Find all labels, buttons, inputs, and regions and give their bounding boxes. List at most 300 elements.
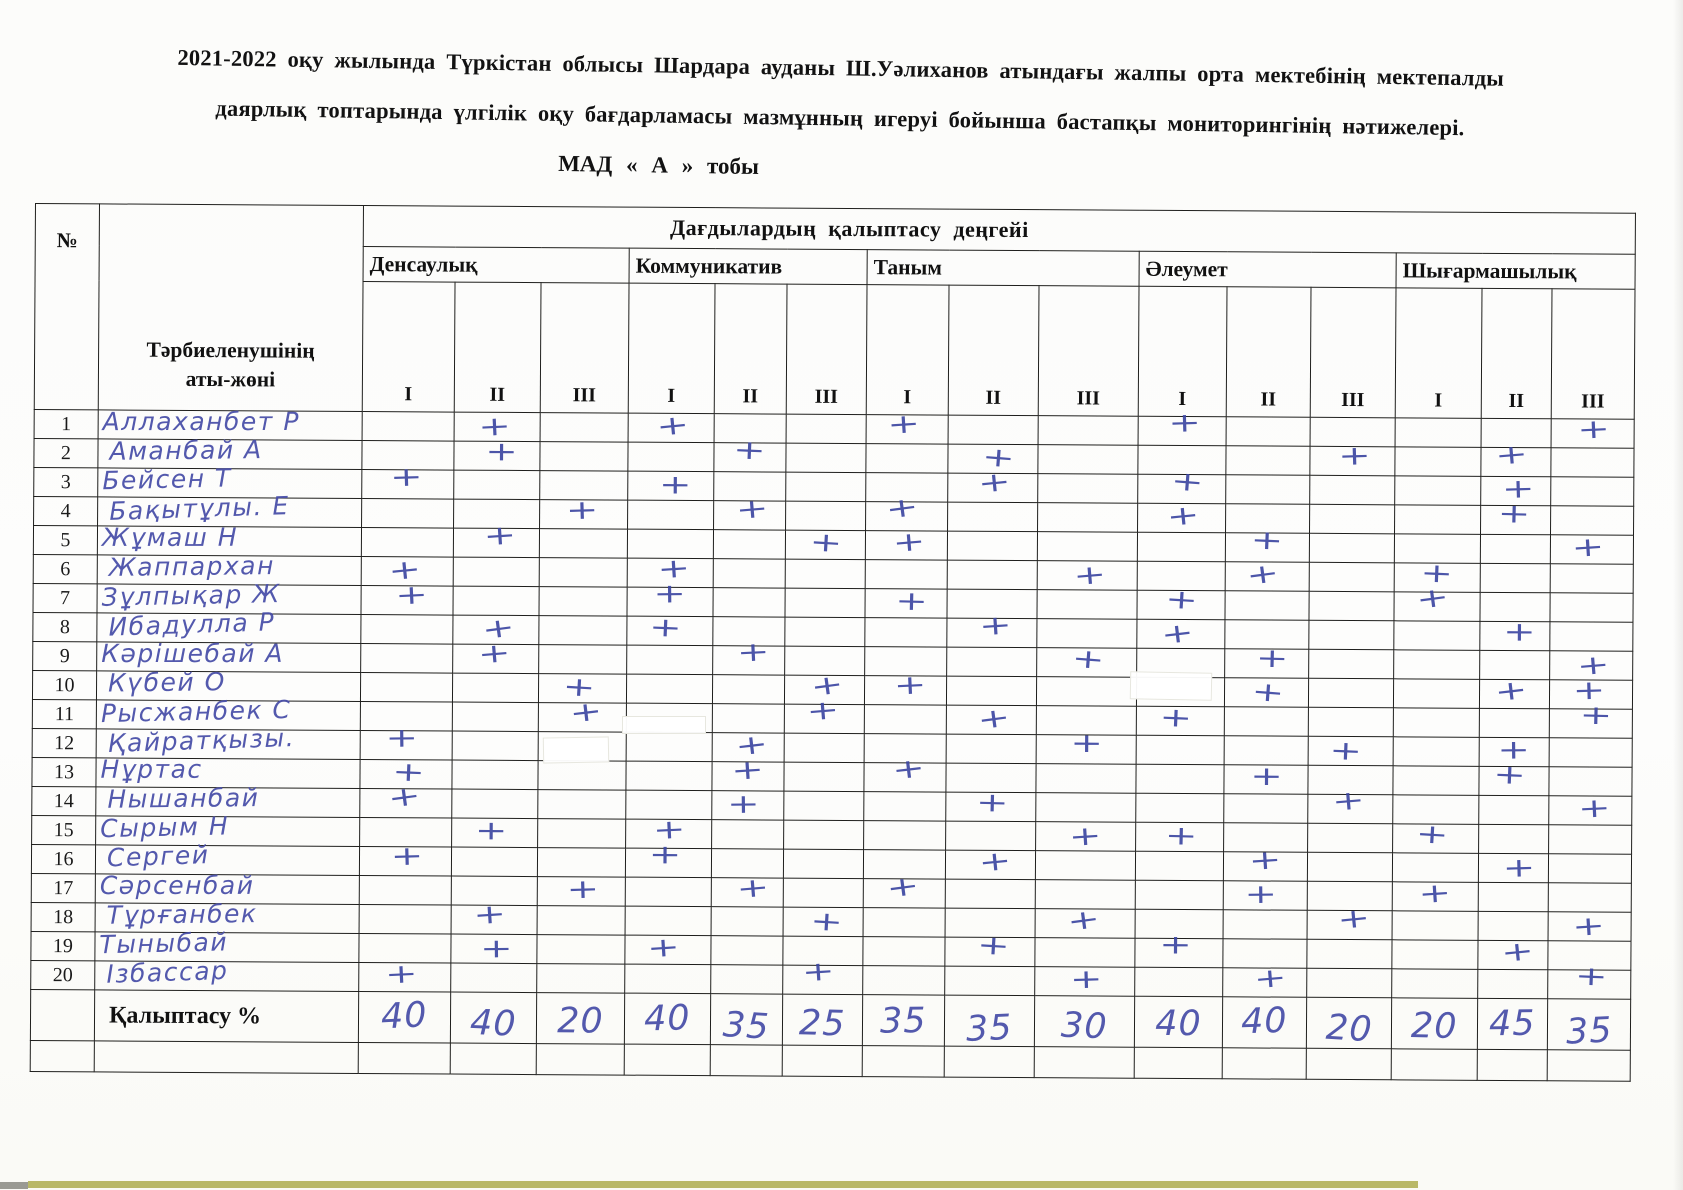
level-header: II [714, 284, 787, 414]
mark-cell [540, 413, 628, 443]
group-header-1: Денсаулық [363, 247, 629, 284]
mark-cell-checked [1394, 581, 1480, 622]
mark-cell-checked [359, 840, 451, 876]
mark-cell [1135, 880, 1223, 910]
plus-mark: + [1575, 648, 1611, 683]
mark-cell [1478, 969, 1548, 998]
mark-cell-checked [1549, 792, 1632, 826]
row-number: 18 [31, 902, 95, 931]
empty-cell [1134, 1047, 1222, 1079]
mark-cell [1037, 532, 1137, 562]
formation-percent-value-cell [1391, 998, 1477, 1050]
plus-mark: + [977, 609, 1013, 643]
empty-cell [1306, 1048, 1391, 1080]
plus-mark: + [809, 905, 844, 939]
table-header [34, 204, 1635, 420]
plus-mark: + [894, 585, 928, 618]
mark-cell-checked [712, 754, 784, 791]
empty-cell [1034, 1047, 1134, 1079]
mark-cell [712, 675, 784, 704]
student-name: Жұмаш Н [101, 522, 239, 552]
empty-cell [358, 1042, 450, 1074]
title-line-1: 2021-2022 оқу жылында Түркістан облысы Шардара ауданы Ш.Уәлиханов атындағы жалпы орта мектебінің мектепалды [177, 44, 1505, 91]
mark-cell-checked [1224, 678, 1308, 708]
mark-cell [713, 588, 785, 617]
mark-cell-checked [1037, 642, 1137, 678]
student-name: Жаппархан [108, 551, 276, 582]
plus-mark: + [1163, 583, 1199, 617]
mark-cell-checked [1037, 558, 1137, 593]
mark-cell [625, 964, 711, 994]
mark-cell [451, 847, 537, 877]
mark-cell [1548, 854, 1631, 884]
row-number: 14 [32, 786, 96, 815]
mark-cell [1395, 476, 1481, 506]
mark-cell [1309, 620, 1394, 650]
plus-mark: + [1164, 820, 1198, 852]
plus-mark: + [1244, 557, 1281, 592]
empty-cell [450, 1043, 536, 1075]
plus-mark: + [476, 637, 512, 671]
plus-mark: + [1577, 792, 1612, 825]
plus-mark: + [1499, 935, 1535, 969]
mark-cell [1479, 824, 1549, 853]
plus-mark: + [651, 813, 686, 846]
mark-cell-checked [540, 494, 628, 530]
mark-cell [537, 964, 625, 994]
mark-cell [540, 442, 628, 472]
mark-cell-checked [946, 701, 1036, 737]
plus-mark: + [976, 845, 1013, 879]
row-number: 12 [32, 728, 96, 757]
plus-mark: + [804, 694, 840, 728]
row-number: 15 [32, 815, 96, 844]
student-name: Ибадулла Р [107, 607, 276, 642]
plus-mark: + [1414, 818, 1449, 851]
row-number: 19 [31, 931, 95, 960]
name-header-line1: Тәрбиеленушінің [146, 337, 315, 363]
mark-cell [1136, 735, 1224, 765]
level-header: III [1310, 287, 1396, 418]
mark-cell [864, 792, 946, 822]
mark-cell [712, 820, 784, 849]
level-header: III [540, 283, 629, 414]
table-body [30, 406, 1634, 1081]
mark-cell-checked [864, 669, 946, 706]
plus-mark: + [891, 525, 926, 559]
plus-mark: + [884, 869, 921, 905]
formation-percent-value: 40 [643, 997, 692, 1040]
mark-cell [946, 734, 1036, 764]
number-column-header: № [34, 204, 99, 410]
mark-cell [539, 529, 627, 559]
mark-cell-checked [359, 958, 451, 992]
mark-cell [784, 791, 864, 820]
mark-cell-checked [863, 869, 945, 909]
mark-cell-checked [1225, 557, 1309, 592]
monitoring-table [30, 203, 1636, 1082]
mark-cell [452, 702, 538, 732]
mark-cell [361, 643, 453, 673]
mark-cell-checked [362, 461, 454, 500]
mark-cell [1550, 593, 1633, 623]
level-header: II [1226, 287, 1311, 418]
mark-cell [864, 821, 946, 851]
empty-cell [1477, 1049, 1547, 1080]
mark-cell [1478, 882, 1548, 911]
plus-mark: + [975, 929, 1011, 963]
plus-mark: + [976, 466, 1012, 500]
empty-cell [94, 1041, 358, 1074]
mark-cell [1310, 475, 1395, 505]
mark-cell [1035, 938, 1135, 968]
formation-percent-value-cell [944, 995, 1034, 1050]
header-row-span [35, 204, 1635, 255]
level-header: III [1038, 286, 1139, 417]
empty-cell [1222, 1048, 1306, 1080]
mark-cell-checked [1308, 736, 1393, 766]
row-number: 4 [34, 496, 98, 525]
mark-cell [451, 963, 537, 993]
mark-cell [362, 499, 454, 529]
mark-cell [947, 560, 1037, 590]
student-name: Рысжанбек С [100, 694, 292, 729]
plus-mark: + [883, 490, 920, 526]
plus-mark: + [1571, 910, 1606, 943]
mark-cell [1307, 939, 1392, 969]
mark-cell [628, 442, 714, 472]
plus-mark: + [385, 779, 423, 815]
mark-cell-checked [1481, 438, 1551, 476]
plus-mark: + [734, 871, 770, 905]
mark-cell-checked [783, 955, 863, 994]
mark-cell [783, 878, 863, 907]
mark-cell [627, 645, 713, 675]
group-name-line: МАД « А » тобы [558, 150, 760, 180]
mark-cell [1393, 708, 1479, 738]
row-number: 11 [32, 699, 96, 728]
plus-mark: + [890, 752, 926, 787]
formation-percent-value-cell [862, 995, 944, 1046]
mark-cell [1226, 417, 1310, 447]
student-name: Сырым Н [99, 811, 230, 844]
mark-cell-checked [538, 695, 626, 733]
plus-mark: + [1249, 524, 1284, 557]
mark-cell [1226, 446, 1310, 476]
plus-mark: + [564, 494, 599, 527]
formation-percent-value: 35 [880, 1000, 928, 1042]
mark-cell [784, 762, 864, 791]
mark-cell [1137, 532, 1225, 562]
mark-cell [1223, 910, 1307, 940]
formation-percent-value: 20 [557, 1000, 604, 1041]
level-header: II [948, 285, 1039, 416]
mark-cell-checked [452, 815, 538, 848]
mark-cell [866, 444, 948, 474]
plus-mark: + [1169, 465, 1205, 499]
empty-cell [1547, 1050, 1630, 1082]
plus-mark: + [1576, 413, 1611, 446]
plus-mark: + [1417, 877, 1452, 910]
row-number: 17 [31, 873, 95, 902]
mark-cell-checked [1136, 702, 1224, 736]
student-name: Аллаханбет Р [102, 406, 300, 437]
plus-mark: + [567, 695, 604, 730]
student-name: Күбей О [107, 667, 226, 698]
mark-cell-checked [453, 637, 539, 674]
mark-cell [538, 790, 626, 820]
mark-cell [1225, 591, 1309, 621]
plus-mark: + [729, 754, 765, 787]
mark-cell [786, 501, 866, 530]
row-number: 10 [32, 670, 96, 699]
mark-cell [1392, 969, 1478, 999]
mark-cell [786, 414, 866, 443]
level-header: I [362, 282, 455, 413]
mark-cell [454, 470, 540, 500]
mark-cell [863, 966, 945, 996]
mark-cell-checked [945, 845, 1035, 880]
student-name: Тыныбай [99, 927, 229, 960]
plus-mark: + [477, 410, 512, 443]
mark-cell-checked [947, 609, 1037, 648]
mark-cell [786, 472, 866, 501]
mark-cell [783, 849, 863, 878]
mark-cell [360, 672, 452, 702]
plus-mark: + [1070, 642, 1106, 676]
mark-cell [1479, 795, 1549, 824]
plus-mark: + [1492, 673, 1529, 709]
formation-percent-value: 35 [1564, 1009, 1614, 1053]
mark-cell-checked [1478, 935, 1548, 969]
row-number: 1 [34, 409, 98, 438]
formation-percent-value: 40 [1240, 1000, 1289, 1042]
mark-cell [1394, 650, 1480, 680]
mark-cell-checked [1224, 761, 1308, 795]
mark-cell [1309, 562, 1394, 592]
plus-mark: + [732, 434, 766, 467]
mark-cell-checked [451, 898, 537, 935]
mark-cell [945, 879, 1035, 909]
mark-cell [947, 647, 1037, 677]
scanner-edge-strip [28, 1181, 1418, 1188]
mark-cell-checked [1308, 784, 1393, 824]
mark-cell [946, 676, 1036, 706]
mark-cell [626, 674, 712, 704]
mark-cell-checked [865, 525, 947, 561]
plus-mark: + [383, 958, 418, 991]
plus-mark: + [656, 552, 691, 586]
formation-percent-value-cell [1222, 997, 1306, 1049]
plus-mark: + [648, 611, 682, 644]
mark-cell [1038, 503, 1138, 533]
mark-cell [1308, 678, 1393, 708]
mark-cell-checked [712, 788, 784, 820]
level-header: III [786, 284, 867, 414]
empty-cell [624, 1044, 710, 1076]
mark-cell-checked [537, 873, 625, 907]
mark-cell [1393, 679, 1479, 709]
plus-mark: + [1164, 499, 1201, 533]
empty-cell [862, 1046, 944, 1078]
plus-mark: + [394, 579, 429, 612]
mark-cell-checked [1310, 440, 1395, 476]
mark-cell [1395, 418, 1481, 448]
whiteout-patch [1130, 671, 1212, 700]
mark-cell [1135, 967, 1223, 997]
mark-cell [537, 848, 625, 878]
empty-cell [782, 1045, 862, 1076]
mark-cell-checked [628, 409, 714, 443]
formation-percent-value: 40 [380, 994, 429, 1037]
student-name: Сергей [106, 840, 210, 873]
plus-mark: + [1497, 498, 1531, 530]
mark-cell [538, 819, 626, 849]
whiteout-patch [543, 736, 609, 763]
plus-mark: + [1158, 616, 1195, 652]
footer-empty-cell [30, 989, 94, 1040]
mark-cell-checked [784, 694, 864, 733]
plus-mark: + [734, 492, 770, 526]
mark-cell [865, 560, 947, 590]
plus-mark: + [975, 787, 1009, 819]
plus-mark: + [1250, 676, 1285, 710]
formation-percent-value: 45 [1488, 1003, 1536, 1044]
level-header: III [1551, 289, 1635, 420]
mark-cell [1392, 940, 1478, 970]
mark-cell-checked [1137, 616, 1225, 652]
mark-cell [1549, 825, 1632, 855]
mark-cell [1036, 677, 1136, 707]
plus-mark: + [1574, 960, 1609, 993]
plus-mark: + [808, 668, 845, 704]
level-header: II [454, 282, 541, 413]
student-name: Қайратқызы. [107, 723, 296, 759]
plus-mark: + [892, 669, 927, 702]
mark-cell [539, 587, 627, 617]
row-number: 2 [34, 438, 98, 467]
mark-cell [1549, 738, 1632, 768]
plus-mark: + [1501, 473, 1535, 505]
mark-cell [1038, 445, 1138, 475]
formation-percent-value-cell [450, 992, 536, 1044]
level-header: I [628, 283, 715, 414]
mark-cell [786, 443, 866, 472]
row-number: 3 [34, 467, 98, 496]
plus-mark: + [1158, 702, 1193, 734]
mark-cell-checked [627, 611, 713, 646]
mark-cell-checked [1478, 853, 1548, 882]
formation-percent-value-cell [782, 994, 862, 1045]
plus-mark: + [735, 636, 770, 669]
mark-cell [1550, 564, 1633, 594]
mark-cell-checked [1479, 673, 1549, 709]
formation-percent-value: 30 [1060, 1004, 1109, 1047]
level-header: I [1395, 288, 1482, 419]
student-name-cell [95, 955, 359, 992]
mark-cell-checked [714, 434, 786, 472]
plus-mark: + [482, 519, 517, 553]
group-header-4: Әлеумет [1139, 251, 1396, 288]
plus-mark: + [1419, 557, 1454, 590]
formation-percent-value: 35 [965, 1007, 1014, 1050]
formation-percent-value-cell [1477, 998, 1547, 1049]
row-number: 5 [33, 525, 97, 554]
student-name-column-header [98, 204, 363, 412]
mark-cell-checked [1136, 822, 1224, 852]
mark-cell [1393, 737, 1479, 767]
row-number: 13 [32, 757, 96, 786]
name-header-line2: аты-жөні [185, 366, 276, 392]
empty-cell [1391, 1049, 1477, 1081]
plus-mark: + [389, 461, 423, 494]
formation-percent-value-cell [624, 993, 710, 1045]
mark-cell [1309, 591, 1394, 621]
mark-cell [539, 558, 627, 588]
mark-cell [362, 412, 454, 442]
mark-cell [1479, 708, 1549, 737]
paper-right-edge-shadow [1673, 0, 1683, 1190]
mark-cell [713, 559, 785, 588]
empty-cell [536, 1044, 624, 1076]
plus-mark: + [1570, 531, 1606, 564]
mark-cell-checked [1479, 759, 1549, 795]
formation-percent-value-cell [1134, 996, 1222, 1048]
formation-percent-value-cell [710, 994, 782, 1048]
mark-cell-checked [1480, 616, 1550, 650]
mark-cell-checked [864, 752, 946, 793]
mark-cell-checked [1135, 929, 1223, 968]
mark-cell [1307, 852, 1392, 882]
mark-cell-checked [946, 787, 1036, 822]
mark-cell [947, 531, 1037, 561]
student-name: Аманбай А [109, 435, 263, 466]
empty-cell [30, 1040, 94, 1071]
scanner-edge-corner [0, 1182, 28, 1189]
mark-cell [711, 907, 783, 936]
mark-cell [785, 588, 865, 617]
mark-cell [1035, 851, 1135, 881]
student-name: Кәрішебай А [101, 638, 285, 669]
mark-cell [711, 965, 783, 994]
student-name: Тұрғанбек [106, 899, 258, 930]
plus-mark: + [1069, 963, 1103, 996]
plus-mark: + [1413, 581, 1451, 616]
mark-cell [1038, 474, 1138, 504]
student-name: Нышанбай [107, 783, 260, 814]
mark-cell-checked [1035, 963, 1135, 997]
mark-cell [1226, 475, 1310, 505]
mark-cell [863, 908, 945, 938]
mark-cell-checked [360, 779, 452, 818]
group-header-3: Таным [867, 250, 1139, 287]
mark-cell [785, 559, 865, 588]
plus-mark: + [1501, 852, 1536, 884]
plus-mark: + [561, 671, 596, 704]
mark-cell [626, 732, 712, 762]
mark-cell-checked [1307, 902, 1392, 940]
mark-cell-checked [1481, 498, 1551, 534]
mark-cell-checked [1035, 903, 1135, 939]
student-name: Бейсен Т [102, 463, 233, 496]
mark-cell [453, 586, 539, 616]
plus-mark: + [808, 526, 843, 560]
mark-cell-checked [1137, 583, 1225, 620]
mark-cell-checked [1036, 728, 1136, 765]
mark-cell [711, 936, 783, 965]
student-name: Зұлпықар Ж [101, 579, 281, 612]
mark-cell-checked [1225, 642, 1309, 679]
